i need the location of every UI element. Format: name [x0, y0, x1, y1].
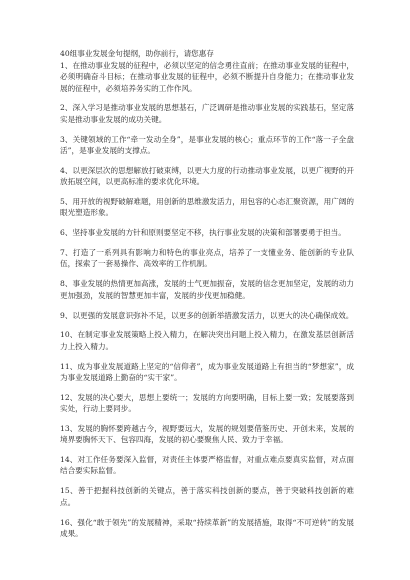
- item-text: 以更强的发展意识弥补不足，以更多的创新举措激发活力，以更大的决心确保成效。: [72, 310, 354, 320]
- item-text: 用开放的视野破解难题，用创新的思维激发活力，用包容的心态汇聚资源，用广阔的眼光塑造形象。: [60, 197, 354, 218]
- item-number: 7、: [60, 248, 73, 258]
- list-item: [60, 454, 354, 477]
- item-number: 14、: [60, 455, 78, 465]
- item-text: 深入学习是推动事业发展的思想基石，广泛调研是推动事业发展的实践基石，坚定落实是推动事业发展的成功关键。: [60, 103, 354, 124]
- item-list: [60, 60, 354, 539]
- item-text: 强化“敢于领先”的发展精神，采取“持续革新”的发展措施，取得“不可逆转”的发展成果。: [60, 517, 354, 538]
- item-number: 15、: [60, 486, 78, 496]
- item-text: 打造了一系列具有影响力和特色的事业亮点，培养了一支懂业务、能创新的专业队伍，探索了一套易操作、高效率的工作机制。: [60, 248, 354, 269]
- list-item: [60, 165, 354, 188]
- item-number: 13、: [60, 423, 78, 433]
- item-number: 3、: [60, 134, 73, 144]
- list-item: [60, 134, 354, 157]
- item-number: 12、: [60, 392, 78, 402]
- item-number: 5、: [60, 197, 73, 207]
- list-item: [60, 485, 354, 508]
- item-number: 2、: [60, 103, 73, 113]
- item-number: 11、: [60, 361, 78, 371]
- list-item: [60, 278, 354, 301]
- item-text: 发展的胸怀要跨越古今，视野要远大，发展的规划要借鉴历史、开创未来，发展的境界要胸怀天下、包容四海，发展的初心要聚焦人民、致力于幸福。: [60, 423, 355, 445]
- item-text: 坚持事业发展的方针和原则要坚定不移，执行事业发展的决策和部署要勇于担当。: [72, 228, 346, 238]
- list-item: [60, 392, 354, 415]
- list-item: [60, 60, 354, 94]
- list-item: [60, 227, 354, 238]
- item-text: 善于把握科技创新的关键点，善于落实科技创新的要点，善于突破科技创新的难点。: [60, 486, 354, 507]
- item-text: 在制定事业发展策略上投入精力，在解决突出问题上投入精力，在激发基层创新活力上投入精力。: [60, 330, 355, 351]
- item-text: 成为事业发展道路上坚定的“信仰者”，成为事业发展道路上有担当的“梦想家”，成为事业发展道路上勤奋的“实干家”。: [60, 361, 354, 382]
- item-text: 发展的决心要大，思想上要统一；发展的方向要明确，目标上要一致；发展要落到实处，行动上要同步。: [60, 392, 355, 414]
- list-item: [60, 102, 354, 125]
- item-number: 10、: [60, 330, 78, 340]
- item-number: 1、: [60, 61, 73, 70]
- item-number: 8、: [60, 279, 73, 289]
- list-item: [60, 196, 354, 219]
- item-text: 对工作任务要深入监督，对责任主体要严格监督，对重点难点要真实监督，对点面结合要实际监督。: [60, 455, 355, 476]
- item-number: 4、: [60, 165, 73, 175]
- item-number: 9、: [60, 310, 73, 320]
- list-item: [60, 247, 354, 270]
- list-item: [60, 361, 354, 384]
- list-item: [60, 310, 354, 321]
- item-text: 事业发展的热情更加高涨，发展的士气更加振奋，发展的信念更加坚定，发展的动力更加强劲，发展的智慧更加丰富，发展的步伐更加稳健。: [60, 279, 354, 300]
- item-number: 6、: [60, 228, 73, 238]
- item-text: 关键领域的工作“牵一发动全身”，是事业发展的核心；重点环节的工作“落一子全盘活”，是事业发展的支撑点。: [60, 134, 354, 155]
- document-title: 40组事业发展金句提纲，助你前行，请您惠存: [60, 49, 214, 58]
- list-item: [60, 423, 354, 446]
- item-text: 以更深层次的思想解放打破束缚，以更大力度的行动推动事业发展，以更广视野的开放拓展空间，以更高标准的要求优化环境。: [60, 165, 354, 187]
- item-number: 16、: [60, 517, 78, 527]
- list-item: [60, 517, 354, 540]
- list-item: [60, 329, 354, 352]
- item-text: 在推动事业发展的征程中，必须以坚定的信念勇往直前；在推动事业发展的征程中，必须明确奋斗目标；在推动事业发展的征程中，必须不断提升自身能力；在推动事业发展的征程中，必须培养务实的工作作风。: [60, 61, 354, 93]
